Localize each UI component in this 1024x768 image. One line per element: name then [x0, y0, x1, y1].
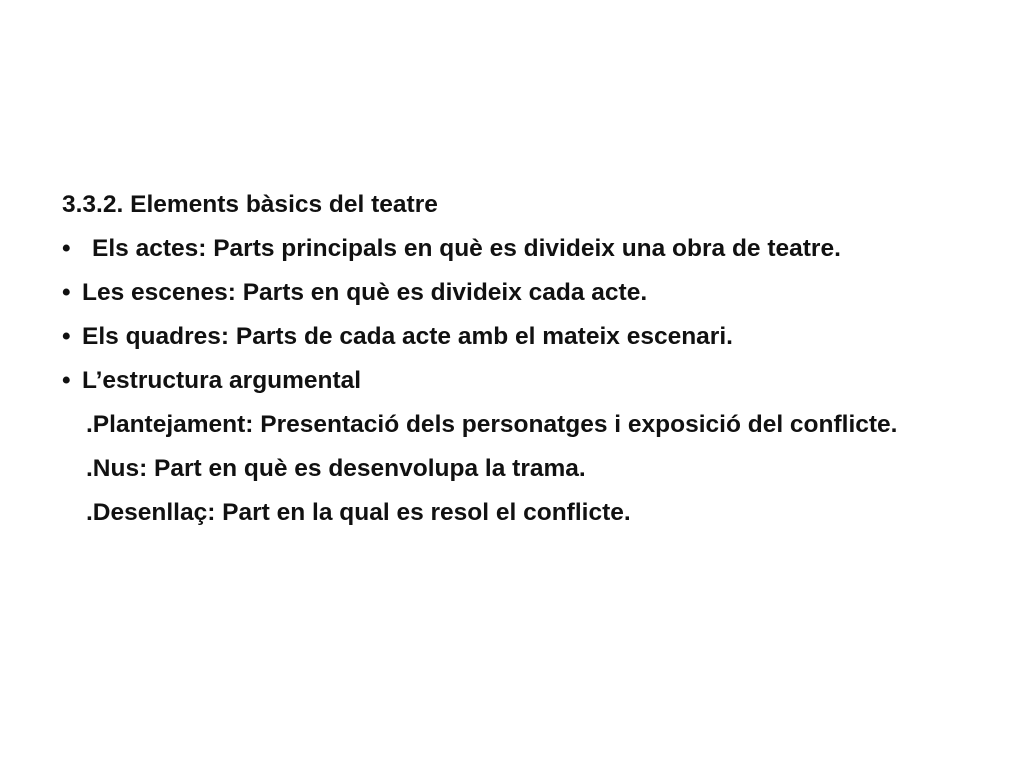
sub-item-nus: .Nus: Part en què es desenvolupa la trama. — [86, 455, 586, 482]
bullet-icon: • — [62, 323, 71, 350]
sub-item-desenllac: .Desenllaç: Part en la qual es resol el conflicte. — [86, 499, 631, 526]
bullet-icon: • — [62, 279, 71, 306]
slide-content — [62, 186, 964, 538]
slide-title: 3.3.2. Elements bàsics del teatre — [62, 191, 438, 218]
bullet-text: L’estructura argumental — [82, 367, 362, 394]
bullet-icon: • — [62, 367, 71, 394]
bullet-item-quadres — [62, 318, 964, 356]
bullet-icon: • — [62, 235, 71, 262]
bullet-text: Els quadres: Parts de cada acte amb el mateix escenari. — [82, 323, 733, 350]
bullet-item-estructura — [62, 362, 964, 400]
sub-item-plantejament: .Plantejament: Presentació dels personatges i exposició del conflicte. — [86, 411, 898, 438]
bullet-text: Les escenes: Parts en què es divideix cada acte. — [82, 279, 648, 306]
bullet-item-actes — [62, 230, 964, 268]
bullet-text: Els actes: Parts principals en què es divideix una obra de teatre. — [92, 235, 841, 262]
bullet-item-escenes — [62, 274, 964, 312]
